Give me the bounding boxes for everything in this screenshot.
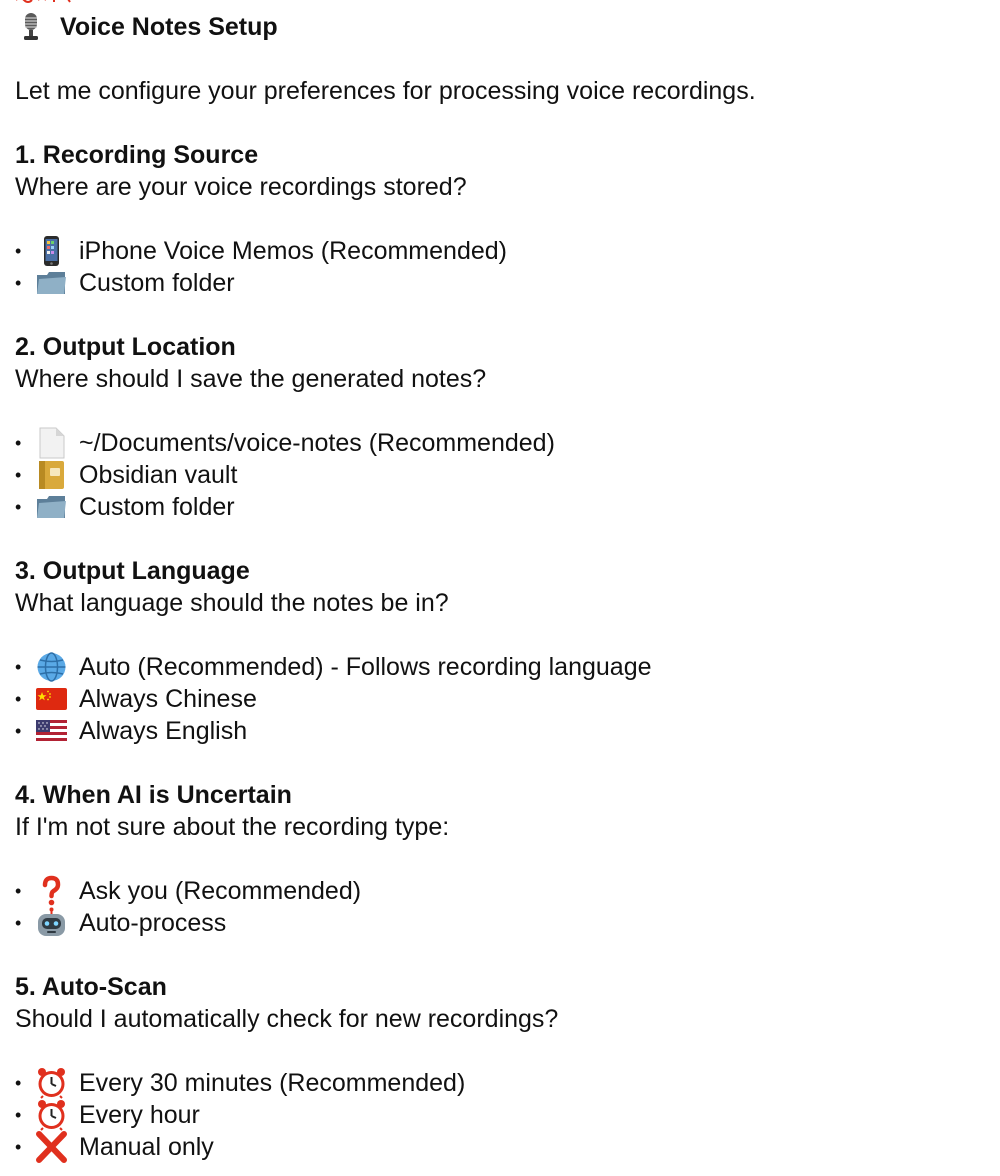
- section-heading: 4. When AI is Uncertain: [15, 781, 292, 809]
- bullet: •: [15, 1105, 22, 1125]
- section-question: Should I automatically check for new recordings?: [15, 1005, 559, 1033]
- section-heading: 5. Auto-Scan: [15, 973, 167, 1001]
- bullet: •: [15, 657, 22, 677]
- section-question: If I'm not sure about the recording type:: [15, 813, 450, 841]
- bullet: •: [15, 721, 22, 741]
- notebook-icon: [35, 459, 68, 491]
- us-flag-icon: [35, 715, 68, 747]
- folder-icon: [35, 267, 68, 299]
- option-item[interactable]: [15, 235, 985, 267]
- section-heading: 3. Output Language: [15, 557, 250, 585]
- section-output-language: [15, 555, 985, 747]
- option-item[interactable]: [15, 715, 985, 747]
- option-label: Always Chinese: [79, 685, 257, 713]
- bullet: •: [15, 465, 22, 485]
- option-label: iPhone Voice Memos (Recommended): [79, 237, 507, 265]
- robot-icon: [35, 907, 68, 939]
- section-auto-scan: [15, 971, 985, 1163]
- option-label: Auto (Recommended) - Follows recording language: [79, 653, 652, 681]
- section-heading: 1. Recording Source: [15, 141, 259, 169]
- page-title: Voice Notes Setup: [60, 13, 278, 41]
- option-label: Auto-process: [79, 909, 227, 937]
- option-item[interactable]: [15, 1131, 985, 1163]
- bullet: •: [15, 1137, 22, 1157]
- option-label: Custom folder: [79, 493, 235, 521]
- alarm-clock-icon: [35, 1099, 68, 1131]
- microphone-icon: [15, 11, 49, 43]
- message-content: [15, 11, 985, 1163]
- bullet: •: [15, 433, 22, 453]
- cross-mark-icon: [35, 1131, 68, 1163]
- section-heading: 2. Output Location: [15, 333, 236, 361]
- globe-icon: [35, 651, 68, 683]
- question-mark-icon: [35, 875, 68, 907]
- option-item[interactable]: [15, 1099, 985, 1131]
- option-label: Custom folder: [79, 269, 235, 297]
- option-item[interactable]: [15, 875, 985, 907]
- section-question: What language should the notes be in?: [15, 589, 449, 617]
- option-label: Manual only: [79, 1133, 214, 1161]
- option-label: Every hour: [79, 1101, 200, 1129]
- option-item[interactable]: [15, 651, 985, 683]
- bullet: •: [15, 241, 22, 261]
- bullet: •: [15, 1073, 22, 1093]
- china-flag-icon: [35, 683, 68, 715]
- intro-text: Let me configure your preferences for processing voice recordings.: [15, 77, 756, 105]
- option-item[interactable]: [15, 427, 985, 459]
- section-ai-uncertain: [15, 779, 985, 939]
- bullet: •: [15, 913, 22, 933]
- section-output-location: [15, 331, 985, 523]
- bullet: •: [15, 881, 22, 901]
- option-item[interactable]: [15, 491, 985, 523]
- partial-top-mark: [14, 0, 84, 4]
- bullet: •: [15, 273, 22, 293]
- option-item[interactable]: [15, 1067, 985, 1099]
- bullet: •: [15, 689, 22, 709]
- option-item[interactable]: [15, 907, 985, 939]
- option-item[interactable]: [15, 267, 985, 299]
- section-question: Where are your voice recordings stored?: [15, 173, 467, 201]
- alarm-clock-icon: [35, 1067, 68, 1099]
- document-icon: [35, 427, 68, 459]
- mobile-phone-icon: [35, 235, 68, 267]
- section-question: Where should I save the generated notes?: [15, 365, 487, 393]
- title-line: [15, 11, 985, 43]
- option-item[interactable]: [15, 683, 985, 715]
- option-label: Every 30 minutes (Recommended): [79, 1069, 466, 1097]
- bullet: •: [15, 497, 22, 517]
- option-label: ~/Documents/voice-notes (Recommended): [79, 429, 555, 457]
- option-label: Ask you (Recommended): [79, 877, 362, 905]
- option-label: Always English: [79, 717, 248, 745]
- option-label: Obsidian vault: [79, 461, 238, 489]
- section-recording-source: [15, 139, 985, 299]
- folder-icon: [35, 491, 68, 523]
- option-item[interactable]: [15, 459, 985, 491]
